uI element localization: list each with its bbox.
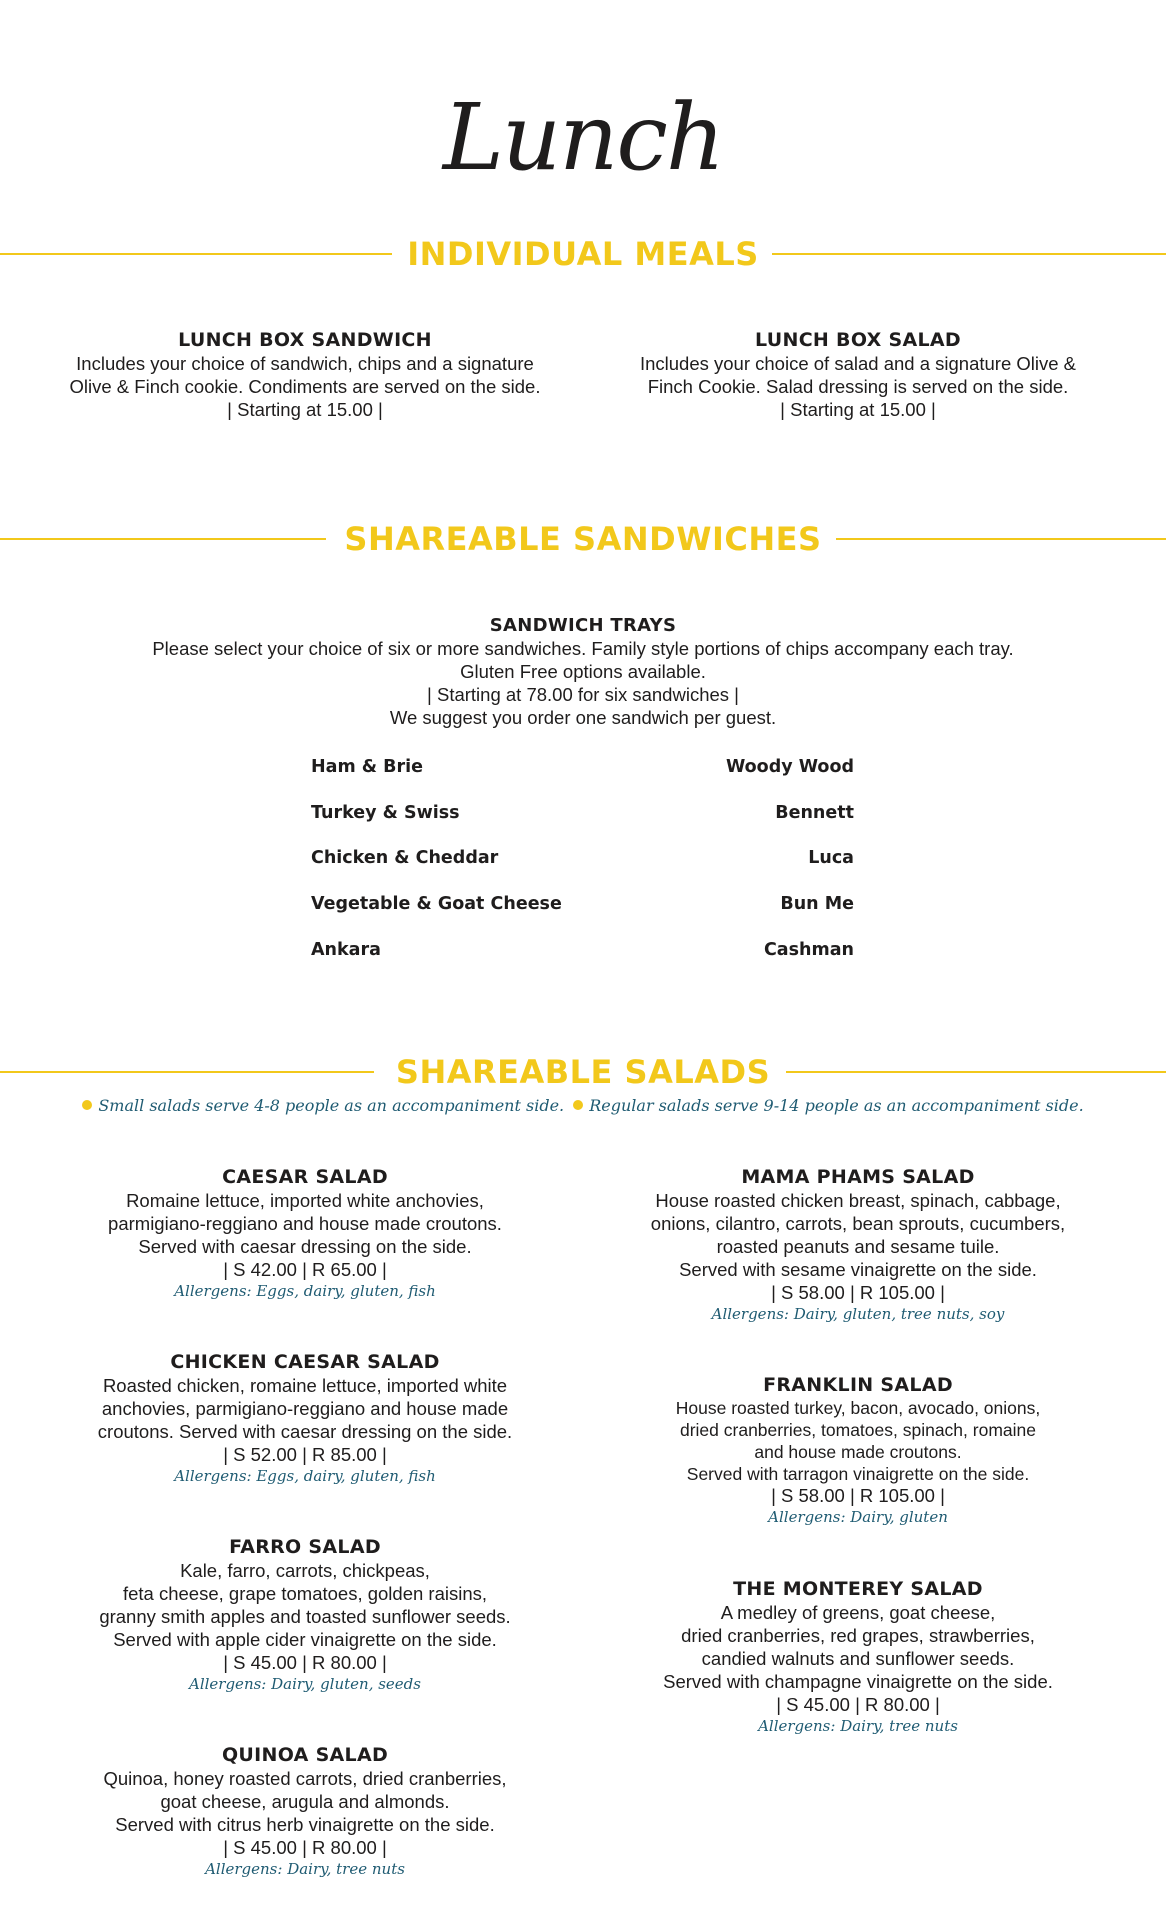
item-price: | S 45.00 | R 80.00 |	[223, 1837, 387, 1858]
item-description: anchovies, parmigiano-reggiano and house made	[101, 1398, 509, 1419]
regular-salad-note: Regular salads serve 9-14 people as an accompaniment side.	[589, 1096, 1084, 1115]
page-title: Lunch	[442, 84, 724, 191]
item-allergens: Allergens: Dairy, gluten, tree nuts, soy	[711, 1305, 1005, 1323]
menu-item-farro-salad	[0, 1536, 610, 1695]
sandwich-option: Luca	[808, 848, 854, 868]
item-allergens: Allergens: Dairy, gluten, seeds	[188, 1675, 421, 1693]
serving-size-note	[0, 1095, 1166, 1117]
item-price: | S 45.00 | R 80.00 |	[223, 1652, 387, 1673]
section-heading-individual-meals	[0, 234, 1166, 274]
sandwich-option: Bun Me	[780, 894, 854, 914]
item-price: | S 45.00 | R 80.00 |	[776, 1694, 940, 1715]
sandwich-option: Ham & Brie	[311, 757, 423, 777]
item-description: Served with champagne vinaigrette on the side.	[663, 1671, 1053, 1692]
item-price: | S 58.00 | R 105.00 |	[771, 1485, 945, 1506]
item-description: Please select your choice of six or more sandwiches. Family style portions of chips accompany each tray.	[152, 638, 1014, 659]
item-price: | S 52.00 | R 85.00 |	[223, 1444, 387, 1465]
item-description: Served with tarragon vinaigrette on the side.	[686, 1464, 1030, 1484]
item-description: candied walnuts and sunflower seeds.	[701, 1648, 1015, 1669]
item-description: Served with citrus herb vinaigrette on the side.	[115, 1814, 495, 1835]
item-name: SANDWICH TRAYS	[489, 615, 677, 636]
item-price: | Starting at 78.00 for six sandwiches |	[427, 684, 739, 705]
item-description: Roasted chicken, romaine lettuce, imported white	[102, 1375, 508, 1396]
menu-item-lunch-box-sandwich	[0, 329, 610, 421]
item-name: FARRO SALAD	[229, 1536, 381, 1558]
item-description: Quinoa, honey roasted carrots, dried cranberries,	[103, 1768, 507, 1789]
item-description: croutons. Served with caesar dressing on the side.	[97, 1421, 513, 1442]
item-price: | Starting at 15.00 |	[227, 399, 383, 420]
item-description: Gluten Free options available.	[460, 661, 706, 682]
item-name: MAMA PHAMS SALAD	[741, 1166, 975, 1188]
sandwich-option: Cashman	[763, 940, 854, 960]
item-description: parmigiano-reggiano and house made croutons.	[108, 1213, 502, 1234]
item-allergens: Allergens: Dairy, tree nuts	[758, 1717, 958, 1735]
item-description: House roasted turkey, bacon, avocado, onions,	[675, 1398, 1041, 1418]
section-title: INDIVIDUAL MEALS	[407, 235, 759, 273]
item-name: THE MONTEREY SALAD	[733, 1578, 983, 1600]
menu-item-chicken-caesar-salad	[0, 1351, 610, 1487]
item-name: QUINOA SALAD	[221, 1744, 389, 1766]
menu-item-quinoa-salad	[0, 1744, 610, 1880]
item-name: LUNCH BOX SANDWICH	[178, 329, 432, 351]
item-description: We suggest you order one sandwich per guest.	[389, 707, 777, 728]
item-description: A medley of greens, goat cheese,	[720, 1602, 996, 1623]
bullet-dot-icon	[82, 1100, 92, 1110]
item-description: Kale, farro, carrots, chickpeas,	[180, 1560, 430, 1581]
item-allergens: Allergens: Eggs, dairy, gluten, fish	[174, 1467, 436, 1485]
menu-item-mama-phams-salad	[578, 1166, 1138, 1325]
item-price: | S 58.00 | R 105.00 |	[771, 1282, 945, 1303]
menu-item-caesar-salad	[0, 1166, 610, 1302]
sandwich-option: Woody Wood	[725, 757, 854, 777]
item-description: House roasted chicken breast, spinach, cabbage,	[655, 1190, 1061, 1211]
menu-item-lunch-box-salad	[578, 329, 1138, 421]
item-description: goat cheese, arugula and almonds.	[160, 1791, 450, 1812]
menu-item-monterey-salad	[578, 1578, 1138, 1737]
section-heading-shareable-sandwiches	[0, 519, 1166, 559]
bullet-dot-icon	[573, 1100, 583, 1110]
item-description: onions, cilantro, carrots, bean sprouts, cucumbers,	[650, 1213, 1066, 1234]
item-description: Served with sesame vinaigrette on the side.	[679, 1259, 1037, 1280]
sandwich-option: Ankara	[311, 940, 381, 960]
item-allergens: Allergens: Dairy, tree nuts	[205, 1860, 405, 1878]
item-allergens: Allergens: Eggs, dairy, gluten, fish	[174, 1282, 436, 1300]
item-description: and house made croutons.	[754, 1442, 962, 1462]
item-description: dried cranberries, tomatoes, spinach, romaine	[679, 1420, 1036, 1440]
section-title: SHAREABLE SALADS	[395, 1053, 771, 1091]
sandwich-option: Chicken & Cheddar	[311, 848, 499, 868]
item-allergens: Allergens: Dairy, gluten	[768, 1508, 948, 1526]
sandwich-trays-block	[0, 614, 1166, 729]
item-description: Olive & Finch cookie. Condiments are served on the side.	[69, 376, 541, 397]
sandwich-option: Bennett	[775, 803, 854, 823]
item-description: Finch Cookie. Salad dressing is served on the side.	[647, 376, 1069, 397]
sandwich-option: Vegetable & Goat Cheese	[311, 894, 562, 914]
section-heading-shareable-salads	[0, 1052, 1166, 1092]
item-description: Includes your choice of salad and a signature Olive &	[639, 353, 1077, 374]
item-description: feta cheese, grape tomatoes, golden raisins,	[122, 1583, 488, 1604]
small-salad-note: Small salads serve 4-8 people as an accompaniment side.	[98, 1096, 565, 1115]
menu-item-franklin-salad	[578, 1374, 1138, 1528]
item-description: roasted peanuts and sesame tuile.	[716, 1236, 1000, 1257]
sandwich-option: Turkey & Swiss	[311, 803, 460, 823]
item-price: | Starting at 15.00 |	[780, 399, 936, 420]
item-name: LUNCH BOX SALAD	[755, 329, 961, 351]
item-description: dried cranberries, red grapes, strawberries,	[681, 1625, 1035, 1646]
item-description: granny smith apples and toasted sunflower seeds.	[99, 1606, 511, 1627]
item-description: Served with caesar dressing on the side.	[138, 1236, 472, 1257]
item-description: Served with apple cider vinaigrette on the side.	[113, 1629, 497, 1650]
item-description: Includes your choice of sandwich, chips and a signature	[76, 353, 534, 374]
item-name: FRANKLIN SALAD	[763, 1374, 953, 1396]
item-price: | S 42.00 | R 65.00 |	[223, 1259, 387, 1280]
section-title: SHAREABLE SANDWICHES	[344, 520, 822, 558]
item-description: Romaine lettuce, imported white anchovies,	[126, 1190, 484, 1211]
item-name: CHICKEN CAESAR SALAD	[170, 1351, 440, 1373]
item-name: CAESAR SALAD	[222, 1166, 388, 1188]
